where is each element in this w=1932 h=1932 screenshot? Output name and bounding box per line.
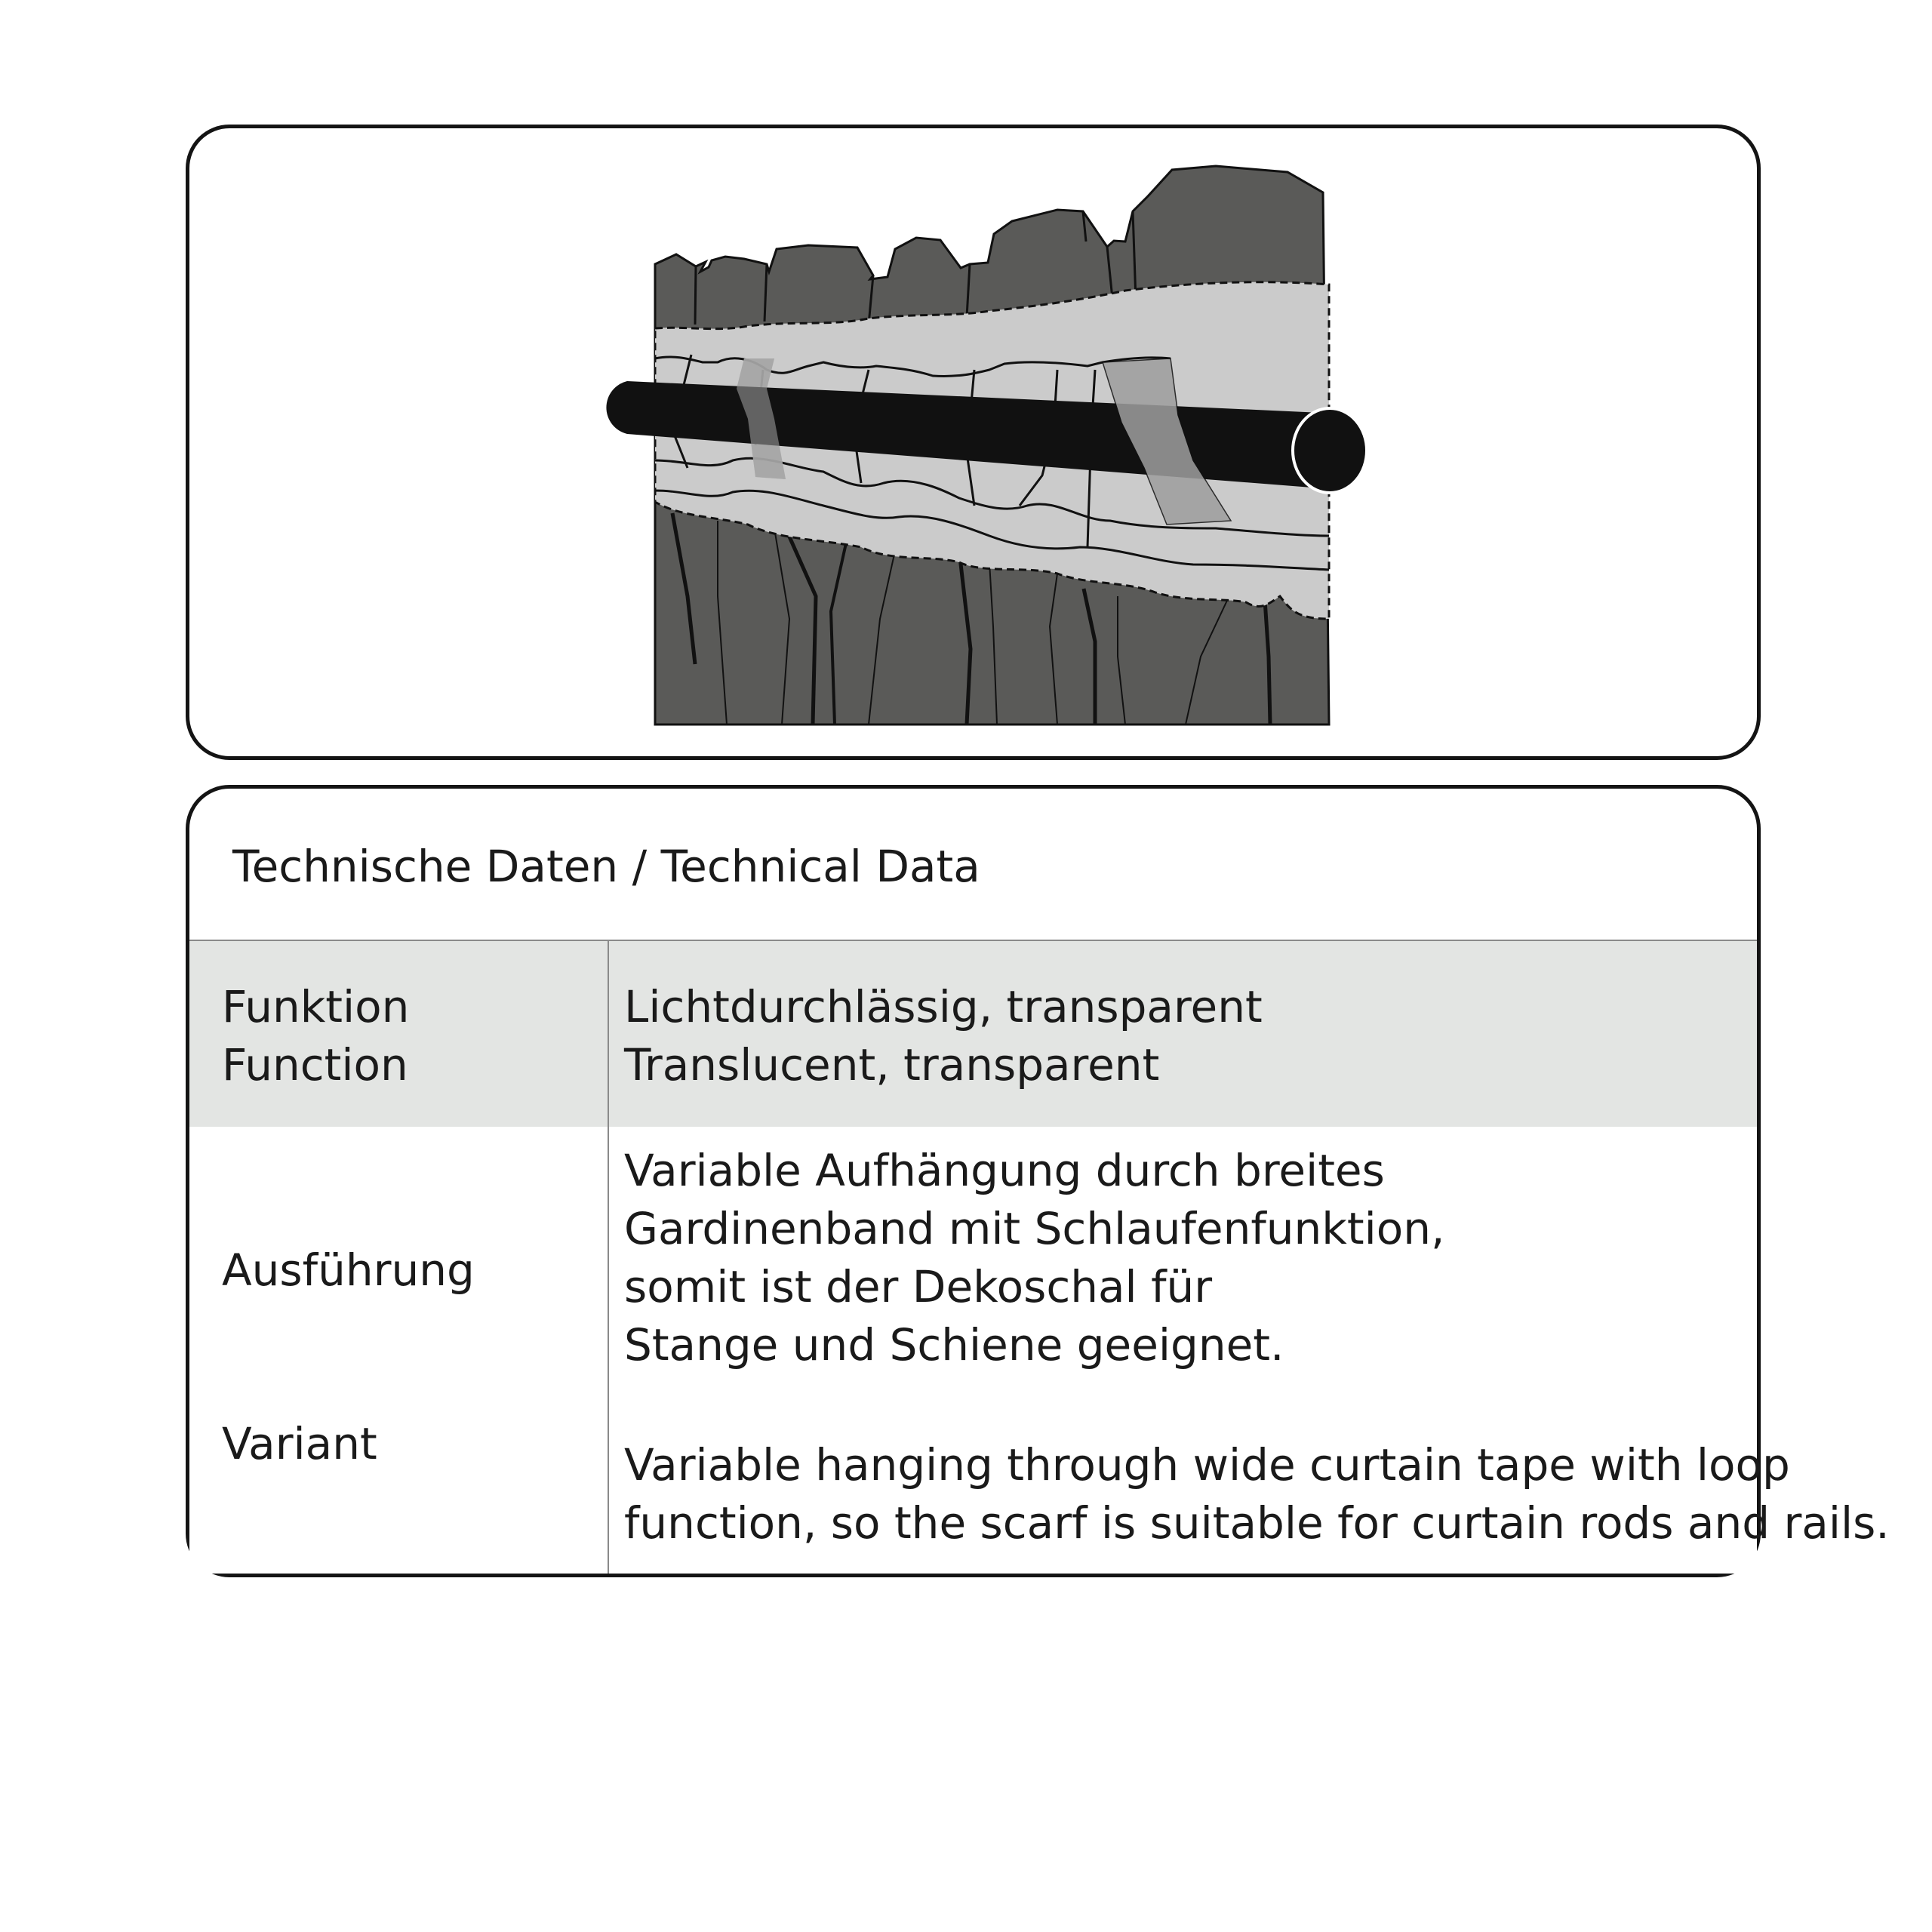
function-value-de: Lichtdurchlässig, transparent: [624, 981, 1263, 1032]
technical-data-title: Technische Daten / Technical Data: [232, 841, 980, 892]
variant-value-en-line: Variable hanging through wide curtain tape with loop: [624, 1439, 1790, 1491]
column-divider: [608, 940, 609, 1574]
variant-value-en-line: function, so the scarf is suitable for curtain rods and rails.: [624, 1497, 1890, 1549]
function-label-de: Funktion: [222, 981, 410, 1032]
variant-value-de-line: Stange und Schiene geeignet.: [624, 1319, 1284, 1371]
illustration-panel: [186, 125, 1761, 760]
variant-value-de-line: Gardinenband mit Schlaufenfunktion,: [624, 1203, 1445, 1254]
variant-row: [189, 1127, 1890, 1574]
function-label-en: Function: [222, 1039, 408, 1091]
curtain-on-rod-illustration: [189, 128, 1764, 764]
rod-end-cap: [1293, 408, 1367, 493]
function-row: [189, 940, 1757, 1128]
variant-value-de: [624, 1142, 1444, 1374]
variant-label-en: Variant: [222, 1418, 377, 1469]
technical-data-panel: [186, 785, 1890, 1577]
function-value-en: Translucent, transparent: [624, 1039, 1160, 1091]
variant-label-de: Ausführung: [222, 1244, 475, 1296]
variant-value-de-line: Variable Aufhängung durch breites: [624, 1145, 1385, 1196]
variant-value-en: [624, 1436, 1890, 1552]
variant-value-de-line: somit ist der Dekoschal für: [624, 1261, 1213, 1312]
